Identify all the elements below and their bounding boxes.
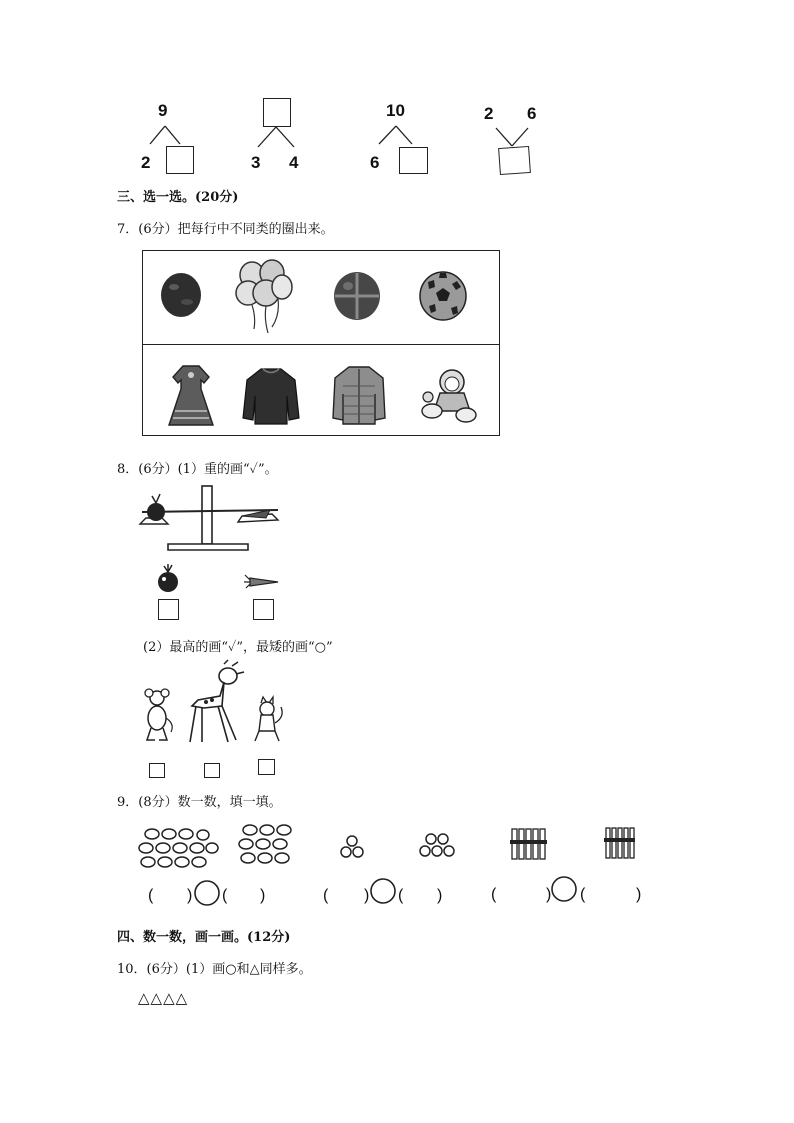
question-7-label: 7．(6分）把每行中不同类的圈出来。 <box>117 222 334 237</box>
open-paren: ( <box>323 887 329 904</box>
section-title: 四、数一数，画一画。(12分) <box>117 930 291 945</box>
radish-icon <box>152 564 186 594</box>
answer-box[interactable] <box>253 599 274 620</box>
answer-box[interactable] <box>258 759 275 775</box>
mouse-icon <box>137 688 177 744</box>
dress-icon[interactable] <box>165 363 217 431</box>
compare-circle[interactable] <box>194 880 222 908</box>
balance-scale-icon <box>138 484 284 556</box>
close-paren: ) <box>364 887 370 904</box>
oval-counters-left <box>136 826 220 870</box>
question-10-label: 10．(6分）(1）画○和△同样多。 <box>117 962 312 977</box>
oval-counters-right <box>236 822 296 868</box>
row-divider <box>143 344 499 345</box>
answer-box[interactable] <box>263 98 291 127</box>
circle-counters-left <box>339 834 365 860</box>
open-paren: ( <box>580 886 586 903</box>
close-paren: ) <box>187 887 193 904</box>
answer-box[interactable] <box>149 763 165 778</box>
bond-right-number: 6 <box>527 104 537 123</box>
sweater-icon[interactable] <box>241 366 301 428</box>
balloons-icon[interactable] <box>234 257 294 337</box>
question-9-label: 9．(8分）数一数，填一填。 <box>117 795 282 810</box>
bond-top-number: 9 <box>158 101 168 120</box>
squirrel-icon <box>251 697 285 743</box>
open-paren: ( <box>398 887 404 904</box>
close-paren: ) <box>437 887 443 904</box>
ball-icon[interactable] <box>160 272 204 320</box>
question-8-part2-label: (2）最高的画“✓”，最矮的画“○” <box>143 640 333 655</box>
bond-left-number: 2 <box>141 153 151 172</box>
bond-left-number: 6 <box>370 153 380 172</box>
bond-lines <box>494 126 534 148</box>
jacket-icon[interactable] <box>331 364 387 428</box>
triangles-row: △△△△ <box>138 989 189 1007</box>
answer-box[interactable] <box>498 146 531 175</box>
soccer-ball-icon[interactable] <box>419 270 467 322</box>
answer-box[interactable] <box>166 146 194 174</box>
toy-doll-icon[interactable] <box>418 367 480 425</box>
open-paren: ( <box>491 886 497 903</box>
open-paren: ( <box>148 887 154 904</box>
close-paren: ) <box>260 887 266 904</box>
bond-lines <box>256 127 300 151</box>
bond-left-number: 2 <box>484 104 494 123</box>
bond-right-number: 4 <box>289 153 299 172</box>
open-paren: ( <box>222 887 228 904</box>
deer-icon <box>184 660 246 746</box>
answer-box[interactable] <box>204 763 220 778</box>
circle-counters-right <box>417 832 457 860</box>
answer-box[interactable] <box>158 599 179 620</box>
bond-left-number: 3 <box>251 153 261 172</box>
close-paren: ) <box>636 886 642 903</box>
bond-top-number: 10 <box>386 101 405 120</box>
stick-bundle-left <box>509 826 547 862</box>
carrot-icon <box>244 570 280 588</box>
answer-box[interactable] <box>399 147 428 174</box>
compare-circle[interactable] <box>551 876 579 904</box>
stick-bundle-right <box>603 826 635 860</box>
section-title: 三、选一选。(20分) <box>117 190 239 205</box>
compare-circle[interactable] <box>370 878 398 906</box>
close-paren: ) <box>546 886 552 903</box>
ball-icon[interactable] <box>333 270 381 322</box>
question-8-label: 8．(6分）(1）重的画“✓”。 <box>117 462 278 477</box>
bond-lines <box>376 124 418 149</box>
